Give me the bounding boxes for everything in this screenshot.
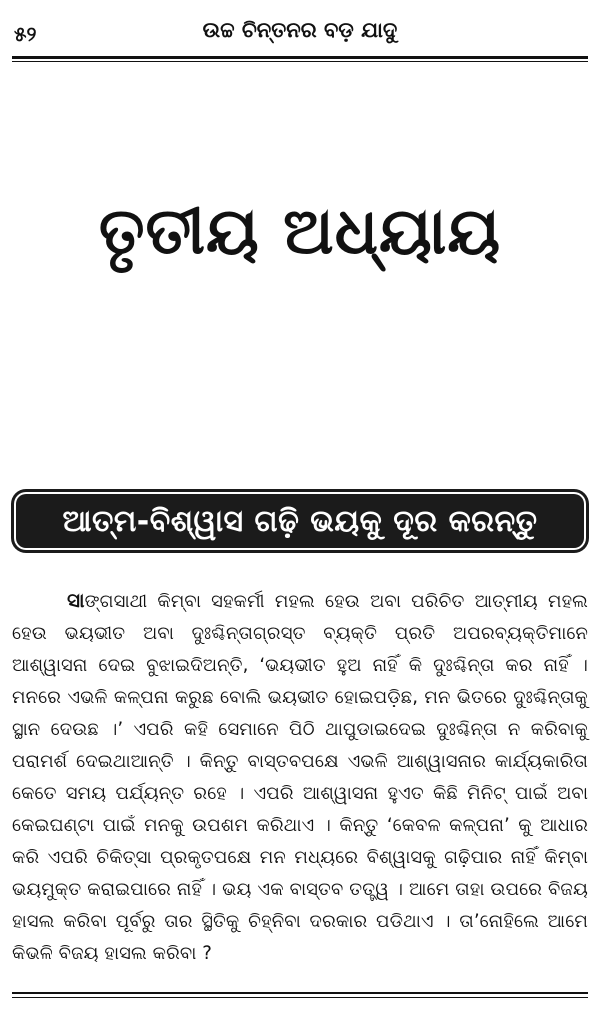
section-heading-banner: [14, 492, 586, 550]
page-header: [12, 10, 588, 44]
body-paragraph: [12, 584, 588, 970]
section-heading: ଆତ୍ମ-ବିଶ୍ୱାସ ଗଢ଼ି ଭୟକୁ ଦୂର କରନ୍ତୁ: [62, 503, 538, 539]
chapter-title: ତୃତୀୟ ଅଧ୍ୟାୟ: [98, 195, 502, 269]
running-title: ଉଚ୍ଚ ଚିନ୍ତନର ବଡ଼ ଯାଦୁ: [202, 18, 398, 42]
paragraph-text: ଙ୍ଗସାଥୀ କିମ୍ବା ସହକର୍ମୀ ମହଲ ହେଉ ଅବା ପରିଚିତ ଆତ୍ମୀୟ ମହଲ ହେଉ ଭୟଭୀତ ଅବା ଦୁଃଶ୍ଚିନ୍ତାଗ୍ରସ୍ତ ବ୍ୟକ୍ତି ପ୍ରତି ଅପରବ୍ୟକ୍ତିମାନେ ଆଶ୍ୱାସନା ଦେଇ ବୁଝାଇଦିଅନ୍ତି, ‘ଭୟଭୀତ ହୁଅ ନାହିଁ କି ଦୁଃଶ୍ଚିନ୍ତା କର ନାହିଁ । ମନରେ ଏଭଳି କଳ୍ପନା କରୁଛ ବୋଲି ଭୟଭୀତ ହୋଇପଡ଼ିଛ, ମନ ଭିତରେ ଦୁଃଶ୍ଚିନ୍ତାକୁ ସ୍ଥାନ ଦେଉଛ ।’ ଏପରି କହି ସେମାନେ ପିଠି ଥାପୁଡାଇଦେଇ ଦୁଃଶ୍ଚିନ୍ତା ନ କରିବାକୁ ପରାମର୍ଶ ଦେଇଥାଆନ୍ତି । କିନ୍ତୁ ବାସ୍ତବପକ୍ଷେ ଏଭଳି ଆଶ୍ୱାସନାର କାର୍ଯ୍ୟକାରିତା କେତେ ସମୟ ପର୍ଯ୍ୟନ୍ତ ରହେ । ଏପରି ଆଶ୍ୱାସନା ହୁଏତ କିଛି ମିନିଟ୍ ପାଇଁ ଅବା କେଇଘଣ୍ଟା ପାଇଁ ମନକୁ ଉପଶମ କରିଥାଏ । କିନ୍ତୁ ‘କେବଳ କଳ୍ପନା’ କୁ ଆଧାର କରି ଏପରି ଚିକିତ୍ସା ପ୍ରକୃତପକ୍ଷେ ମନ ମଧ୍ୟରେ ବିଶ୍ୱାସକୁ ଗଢ଼ିପାର ନାହିଁ କିମ୍ବା ଭୟମୁକ୍ତ କରାଇପାରେ ନାହିଁ । ଭୟ ଏକ ବାସ୍ତବ ତତ୍ତ୍ୱ । ଆମେ ତାହା ଉପରେ ବିଜୟ ହାସଲ କରିବା ପୂର୍ବରୁ ତାର ସ୍ଥିତିକୁ ଚିହ୍ନିବା ଦରକାର ପଡିଥାଏ । ତା’ନୋହିଲେ ଆମେ କିଭଳି ବିଜୟ ହାସଲ କରିବା ?: [12, 591, 588, 965]
footer-rule-thick: [12, 992, 588, 994]
page-number: ୫୨: [14, 22, 37, 46]
footer-rule-thin: [12, 997, 588, 998]
paragraph-lead: ସା: [67, 588, 85, 613]
header-rule-thick: [12, 56, 588, 59]
header-rule-thin: [12, 61, 588, 62]
